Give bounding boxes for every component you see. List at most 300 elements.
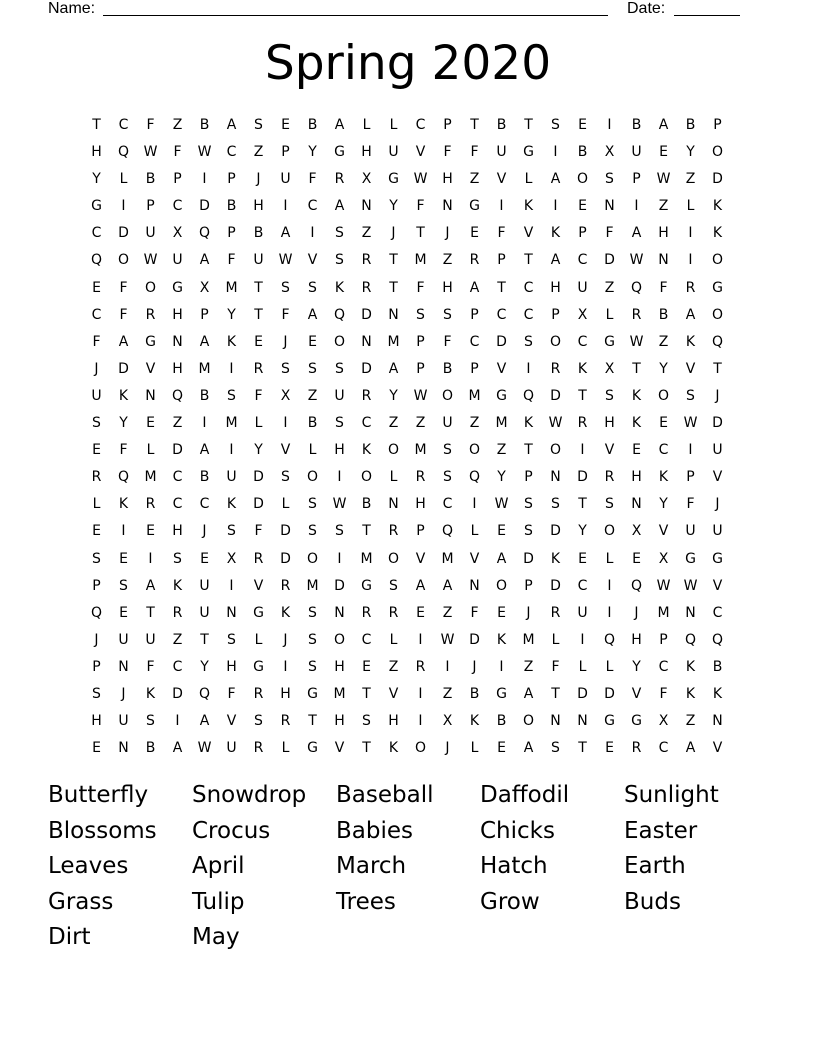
grid-letter[interactable]: I: [688, 442, 693, 459]
grid-letter[interactable]: G: [604, 713, 615, 730]
grid-letter[interactable]: U: [712, 523, 723, 540]
grid-letter[interactable]: O: [711, 306, 724, 323]
grid-letter[interactable]: O: [306, 550, 319, 567]
grid-letter[interactable]: R: [361, 279, 372, 296]
grid-letter[interactable]: K: [172, 577, 183, 594]
grid-letter[interactable]: X: [604, 360, 615, 377]
grid-letter[interactable]: T: [632, 360, 641, 377]
grid-letter[interactable]: N: [631, 496, 642, 513]
grid-letter[interactable]: S: [443, 442, 452, 459]
grid-letter[interactable]: I: [337, 469, 342, 486]
grid-letter[interactable]: H: [334, 442, 345, 459]
grid-letter[interactable]: T: [389, 279, 398, 296]
grid-letter[interactable]: F: [605, 225, 614, 242]
grid-letter[interactable]: C: [658, 442, 669, 459]
grid-letter[interactable]: K: [469, 713, 480, 730]
grid-letter[interactable]: G: [145, 333, 156, 350]
grid-letter[interactable]: N: [658, 252, 669, 269]
grid-letter[interactable]: U: [388, 144, 399, 161]
grid-letter[interactable]: H: [550, 279, 561, 296]
grid-letter[interactable]: X: [577, 306, 588, 323]
grid-letter[interactable]: B: [631, 117, 642, 133]
grid-letter[interactable]: X: [658, 713, 669, 730]
grid-letter[interactable]: Z: [685, 171, 696, 188]
grid-letter[interactable]: O: [360, 469, 373, 486]
grid-letter[interactable]: S: [173, 550, 182, 567]
grid-letter[interactable]: C: [577, 333, 588, 350]
grid-letter[interactable]: Q: [711, 631, 724, 648]
grid-letter[interactable]: F: [146, 658, 155, 675]
grid-letter[interactable]: I: [472, 496, 477, 513]
grid-letter[interactable]: W: [143, 144, 158, 161]
grid-letter[interactable]: J: [202, 523, 207, 540]
grid-letter[interactable]: P: [497, 252, 506, 269]
grid-letter[interactable]: Z: [658, 198, 669, 215]
grid-letter[interactable]: V: [631, 685, 642, 702]
grid-letter[interactable]: U: [199, 604, 210, 621]
grid-letter[interactable]: A: [199, 713, 210, 730]
grid-letter[interactable]: K: [712, 225, 723, 242]
grid-letter[interactable]: H: [172, 306, 183, 323]
grid-letter[interactable]: K: [550, 225, 561, 242]
grid-letter[interactable]: I: [121, 523, 126, 540]
grid-letter[interactable]: D: [253, 469, 264, 486]
grid-letter[interactable]: C: [91, 306, 102, 323]
grid-letter[interactable]: I: [202, 415, 207, 432]
grid-letter[interactable]: L: [605, 306, 614, 323]
grid-letter[interactable]: W: [413, 387, 428, 404]
grid-letter[interactable]: M: [225, 279, 238, 296]
grid-letter[interactable]: Q: [522, 387, 535, 404]
grid-letter[interactable]: R: [280, 713, 291, 730]
grid-letter[interactable]: G: [469, 198, 480, 215]
grid-letter[interactable]: Y: [632, 658, 641, 675]
grid-letter[interactable]: F: [119, 306, 128, 323]
grid-letter[interactable]: G: [334, 144, 345, 161]
grid-letter[interactable]: N: [145, 387, 156, 404]
grid-letter[interactable]: S: [92, 415, 101, 432]
grid-letter[interactable]: K: [631, 387, 642, 404]
grid-letter[interactable]: N: [361, 198, 372, 215]
grid-letter[interactable]: D: [172, 442, 183, 459]
grid-letter[interactable]: V: [496, 360, 507, 377]
grid-letter[interactable]: E: [92, 740, 101, 757]
grid-letter[interactable]: P: [227, 171, 236, 188]
grid-letter[interactable]: X: [631, 523, 642, 540]
grid-letter[interactable]: Z: [307, 387, 318, 404]
grid-letter[interactable]: N: [712, 713, 723, 730]
grid-letter[interactable]: P: [470, 306, 479, 323]
grid-letter[interactable]: J: [283, 333, 288, 350]
grid-letter[interactable]: N: [361, 333, 372, 350]
grid-letter[interactable]: O: [495, 577, 508, 594]
grid-letter[interactable]: N: [118, 740, 129, 757]
grid-letter[interactable]: M: [333, 685, 346, 702]
grid-letter[interactable]: A: [334, 117, 345, 133]
grid-letter[interactable]: C: [415, 117, 426, 133]
grid-letter[interactable]: S: [524, 333, 533, 350]
grid-letter[interactable]: R: [550, 360, 561, 377]
grid-letter[interactable]: C: [361, 415, 372, 432]
grid-letter[interactable]: U: [199, 577, 210, 594]
grid-letter[interactable]: E: [308, 333, 317, 350]
grid-letter[interactable]: M: [441, 550, 454, 567]
grid-letter[interactable]: Q: [603, 631, 616, 648]
grid-letter[interactable]: B: [496, 713, 507, 730]
grid-letter[interactable]: M: [657, 604, 670, 621]
grid-letter[interactable]: J: [715, 496, 720, 513]
grid-letter[interactable]: G: [523, 144, 534, 161]
grid-letter[interactable]: D: [118, 360, 129, 377]
grid-letter[interactable]: N: [469, 577, 480, 594]
grid-letter[interactable]: W: [629, 333, 644, 350]
grid-letter[interactable]: T: [362, 740, 371, 757]
grid-letter[interactable]: W: [629, 252, 644, 269]
grid-letter[interactable]: B: [577, 144, 588, 161]
grid-letter[interactable]: L: [524, 171, 533, 188]
grid-letter[interactable]: L: [389, 117, 398, 133]
grid-letter[interactable]: T: [362, 685, 371, 702]
grid-letter[interactable]: I: [526, 360, 531, 377]
grid-letter[interactable]: Q: [630, 279, 643, 296]
grid-letter[interactable]: L: [281, 740, 290, 757]
grid-letter[interactable]: P: [632, 171, 641, 188]
grid-letter[interactable]: Y: [308, 144, 317, 161]
grid-letter[interactable]: L: [686, 198, 695, 215]
grid-letter[interactable]: N: [604, 198, 615, 215]
grid-letter[interactable]: J: [94, 631, 99, 648]
grid-letter[interactable]: J: [445, 225, 450, 242]
grid-letter[interactable]: V: [712, 469, 723, 486]
grid-letter[interactable]: U: [496, 144, 507, 161]
grid-letter[interactable]: X: [604, 144, 615, 161]
grid-letter[interactable]: A: [658, 117, 669, 133]
grid-letter[interactable]: C: [442, 496, 453, 513]
grid-letter[interactable]: H: [334, 713, 345, 730]
grid-letter[interactable]: G: [388, 171, 399, 188]
grid-letter[interactable]: V: [604, 442, 615, 459]
grid-letter[interactable]: C: [172, 658, 183, 675]
grid-letter[interactable]: G: [172, 279, 183, 296]
grid-letter[interactable]: T: [92, 117, 101, 133]
grid-letter[interactable]: U: [631, 144, 642, 161]
grid-letter[interactable]: S: [254, 713, 263, 730]
grid-letter[interactable]: E: [281, 117, 290, 133]
grid-letter[interactable]: E: [92, 442, 101, 459]
grid-letter[interactable]: J: [391, 225, 396, 242]
grid-letter[interactable]: E: [578, 198, 587, 215]
grid-letter[interactable]: Q: [90, 604, 103, 621]
grid-letter[interactable]: A: [307, 306, 318, 323]
grid-letter[interactable]: S: [308, 523, 317, 540]
grid-letter[interactable]: D: [469, 631, 480, 648]
grid-letter[interactable]: O: [549, 442, 562, 459]
grid-letter[interactable]: G: [253, 604, 264, 621]
grid-letter[interactable]: U: [226, 740, 237, 757]
grid-letter[interactable]: P: [443, 117, 452, 133]
grid-letter[interactable]: C: [172, 469, 183, 486]
grid-letter[interactable]: F: [92, 333, 101, 350]
grid-letter[interactable]: Z: [361, 225, 372, 242]
grid-letter[interactable]: I: [607, 577, 612, 594]
grid-letter[interactable]: P: [659, 631, 668, 648]
grid-letter[interactable]: Y: [200, 658, 209, 675]
grid-letter[interactable]: Z: [172, 631, 183, 648]
grid-letter[interactable]: Z: [388, 658, 399, 675]
grid-letter[interactable]: W: [197, 144, 212, 161]
grid-letter[interactable]: T: [254, 306, 263, 323]
grid-letter[interactable]: A: [631, 225, 642, 242]
grid-letter[interactable]: D: [199, 198, 210, 215]
grid-letter[interactable]: H: [91, 144, 102, 161]
grid-letter[interactable]: P: [92, 577, 101, 594]
grid-letter[interactable]: M: [360, 550, 373, 567]
grid-letter[interactable]: T: [497, 279, 506, 296]
grid-letter[interactable]: I: [499, 658, 504, 675]
grid-letter[interactable]: W: [656, 577, 671, 594]
grid-letter[interactable]: R: [145, 496, 156, 513]
grid-letter[interactable]: G: [631, 713, 642, 730]
grid-letter[interactable]: P: [524, 577, 533, 594]
grid-letter[interactable]: L: [308, 442, 317, 459]
grid-letter[interactable]: D: [172, 685, 183, 702]
grid-letter[interactable]: A: [145, 577, 156, 594]
grid-letter[interactable]: S: [281, 469, 290, 486]
grid-letter[interactable]: F: [254, 387, 263, 404]
grid-letter[interactable]: C: [361, 631, 372, 648]
grid-letter[interactable]: Y: [497, 469, 506, 486]
grid-letter[interactable]: X: [361, 171, 372, 188]
grid-letter[interactable]: Z: [496, 442, 507, 459]
grid-letter[interactable]: Y: [578, 523, 587, 540]
grid-letter[interactable]: F: [470, 144, 479, 161]
grid-letter[interactable]: O: [441, 387, 454, 404]
grid-letter[interactable]: S: [605, 171, 614, 188]
grid-letter[interactable]: W: [440, 631, 455, 648]
grid-letter[interactable]: M: [198, 360, 211, 377]
grid-letter[interactable]: S: [308, 496, 317, 513]
grid-letter[interactable]: L: [389, 631, 398, 648]
grid-letter[interactable]: P: [416, 523, 425, 540]
grid-letter[interactable]: H: [631, 469, 642, 486]
grid-letter[interactable]: E: [578, 117, 587, 133]
grid-letter[interactable]: B: [658, 306, 669, 323]
grid-letter[interactable]: I: [418, 713, 423, 730]
grid-letter[interactable]: W: [548, 415, 563, 432]
grid-letter[interactable]: N: [388, 306, 399, 323]
grid-letter[interactable]: U: [712, 442, 723, 459]
grid-letter[interactable]: S: [335, 415, 344, 432]
grid-letter[interactable]: D: [523, 550, 534, 567]
grid-letter[interactable]: P: [578, 225, 587, 242]
grid-letter[interactable]: Z: [442, 685, 453, 702]
grid-letter[interactable]: O: [522, 713, 535, 730]
grid-letter[interactable]: U: [172, 252, 183, 269]
grid-letter[interactable]: D: [361, 306, 372, 323]
grid-letter[interactable]: J: [472, 658, 477, 675]
grid-letter[interactable]: F: [254, 523, 263, 540]
grid-letter[interactable]: B: [253, 225, 264, 242]
grid-letter[interactable]: P: [713, 117, 722, 133]
grid-letter[interactable]: T: [524, 442, 533, 459]
grid-letter[interactable]: L: [92, 496, 101, 513]
grid-letter[interactable]: S: [362, 713, 371, 730]
grid-letter[interactable]: Y: [119, 415, 128, 432]
grid-letter[interactable]: X: [280, 387, 291, 404]
grid-letter[interactable]: K: [334, 279, 345, 296]
grid-letter[interactable]: J: [526, 604, 531, 621]
grid-letter[interactable]: W: [332, 496, 347, 513]
grid-letter[interactable]: V: [388, 685, 399, 702]
grid-letter[interactable]: Z: [253, 144, 264, 161]
grid-letter[interactable]: S: [254, 117, 263, 133]
grid-letter[interactable]: M: [306, 577, 319, 594]
grid-letter[interactable]: V: [253, 577, 264, 594]
grid-letter[interactable]: L: [551, 631, 560, 648]
grid-letter[interactable]: V: [145, 360, 156, 377]
grid-letter[interactable]: Z: [469, 415, 480, 432]
grid-letter[interactable]: Z: [388, 415, 399, 432]
grid-letter[interactable]: O: [333, 631, 346, 648]
grid-letter[interactable]: F: [146, 117, 155, 133]
grid-letter[interactable]: O: [711, 252, 724, 269]
grid-letter[interactable]: H: [91, 713, 102, 730]
grid-letter[interactable]: Q: [441, 523, 454, 540]
grid-letter[interactable]: T: [308, 713, 317, 730]
grid-letter[interactable]: D: [118, 225, 129, 242]
grid-letter[interactable]: S: [389, 577, 398, 594]
grid-letter[interactable]: K: [685, 685, 696, 702]
grid-letter[interactable]: G: [361, 577, 372, 594]
grid-letter[interactable]: Q: [117, 144, 130, 161]
grid-letter[interactable]: U: [334, 387, 345, 404]
grid-letter[interactable]: K: [550, 550, 561, 567]
grid-letter[interactable]: A: [388, 360, 399, 377]
grid-letter[interactable]: Z: [442, 252, 453, 269]
grid-letter[interactable]: H: [442, 171, 453, 188]
grid-letter[interactable]: B: [145, 171, 156, 188]
grid-letter[interactable]: O: [711, 144, 724, 161]
grid-letter[interactable]: E: [605, 740, 614, 757]
grid-letter[interactable]: N: [172, 333, 183, 350]
grid-letter[interactable]: D: [280, 523, 291, 540]
grid-letter[interactable]: Z: [442, 604, 453, 621]
grid-letter[interactable]: F: [416, 279, 425, 296]
grid-letter[interactable]: Z: [523, 658, 534, 675]
grid-letter[interactable]: U: [253, 252, 264, 269]
grid-letter[interactable]: O: [468, 442, 481, 459]
grid-letter[interactable]: K: [712, 198, 723, 215]
grid-letter[interactable]: R: [604, 469, 615, 486]
grid-letter[interactable]: F: [659, 685, 668, 702]
grid-letter[interactable]: I: [283, 198, 288, 215]
grid-letter[interactable]: G: [496, 685, 507, 702]
grid-letter[interactable]: Q: [198, 225, 211, 242]
grid-letter[interactable]: S: [308, 658, 317, 675]
grid-letter[interactable]: R: [361, 387, 372, 404]
grid-letter[interactable]: D: [280, 550, 291, 567]
grid-letter[interactable]: E: [119, 604, 128, 621]
grid-letter[interactable]: K: [496, 631, 507, 648]
grid-letter[interactable]: A: [199, 252, 210, 269]
grid-letter[interactable]: W: [413, 171, 428, 188]
date-blank-line[interactable]: [674, 15, 740, 16]
grid-letter[interactable]: U: [91, 387, 102, 404]
grid-letter[interactable]: S: [281, 279, 290, 296]
grid-letter[interactable]: P: [416, 360, 425, 377]
grid-letter[interactable]: S: [524, 496, 533, 513]
grid-letter[interactable]: H: [280, 685, 291, 702]
grid-letter[interactable]: D: [361, 360, 372, 377]
grid-letter[interactable]: Z: [469, 171, 480, 188]
grid-letter[interactable]: V: [280, 442, 291, 459]
grid-letter[interactable]: X: [226, 550, 237, 567]
grid-letter[interactable]: P: [200, 306, 209, 323]
grid-letter[interactable]: A: [550, 252, 561, 269]
grid-letter[interactable]: J: [94, 360, 99, 377]
grid-letter[interactable]: J: [121, 685, 126, 702]
grid-letter[interactable]: I: [445, 658, 450, 675]
grid-letter[interactable]: O: [306, 469, 319, 486]
grid-letter[interactable]: R: [361, 252, 372, 269]
grid-letter[interactable]: S: [308, 360, 317, 377]
grid-letter[interactable]: D: [604, 252, 615, 269]
grid-letter[interactable]: E: [632, 550, 641, 567]
grid-letter[interactable]: S: [308, 604, 317, 621]
grid-letter[interactable]: S: [335, 523, 344, 540]
grid-letter[interactable]: S: [281, 360, 290, 377]
grid-letter[interactable]: A: [226, 117, 237, 133]
grid-letter[interactable]: B: [145, 740, 156, 757]
grid-letter[interactable]: Q: [198, 685, 211, 702]
grid-letter[interactable]: P: [416, 333, 425, 350]
grid-letter[interactable]: R: [469, 252, 480, 269]
grid-letter[interactable]: P: [470, 360, 479, 377]
grid-letter[interactable]: F: [119, 279, 128, 296]
grid-letter[interactable]: L: [470, 523, 479, 540]
grid-letter[interactable]: I: [580, 442, 585, 459]
grid-letter[interactable]: S: [605, 387, 614, 404]
grid-letter[interactable]: C: [307, 198, 318, 215]
grid-letter[interactable]: F: [551, 658, 560, 675]
grid-letter[interactable]: V: [307, 252, 318, 269]
grid-letter[interactable]: P: [146, 198, 155, 215]
grid-letter[interactable]: R: [253, 740, 264, 757]
grid-letter[interactable]: H: [172, 360, 183, 377]
grid-letter[interactable]: M: [495, 415, 508, 432]
grid-letter[interactable]: A: [685, 740, 696, 757]
grid-letter[interactable]: S: [92, 685, 101, 702]
grid-letter[interactable]: J: [283, 631, 288, 648]
grid-letter[interactable]: B: [226, 198, 237, 215]
grid-letter[interactable]: P: [551, 306, 560, 323]
grid-letter[interactable]: D: [550, 523, 561, 540]
grid-letter[interactable]: I: [553, 198, 558, 215]
grid-letter[interactable]: K: [523, 415, 534, 432]
grid-letter[interactable]: D: [577, 469, 588, 486]
grid-letter[interactable]: U: [145, 225, 156, 242]
grid-letter[interactable]: Z: [415, 415, 426, 432]
grid-letter[interactable]: S: [227, 523, 236, 540]
grid-letter[interactable]: B: [199, 469, 210, 486]
grid-letter[interactable]: T: [578, 496, 587, 513]
grid-letter[interactable]: C: [523, 279, 534, 296]
grid-letter[interactable]: X: [658, 550, 669, 567]
grid-letter[interactable]: D: [712, 415, 723, 432]
grid-letter[interactable]: U: [280, 171, 291, 188]
grid-letter[interactable]: J: [445, 740, 450, 757]
grid-letter[interactable]: A: [280, 225, 291, 242]
